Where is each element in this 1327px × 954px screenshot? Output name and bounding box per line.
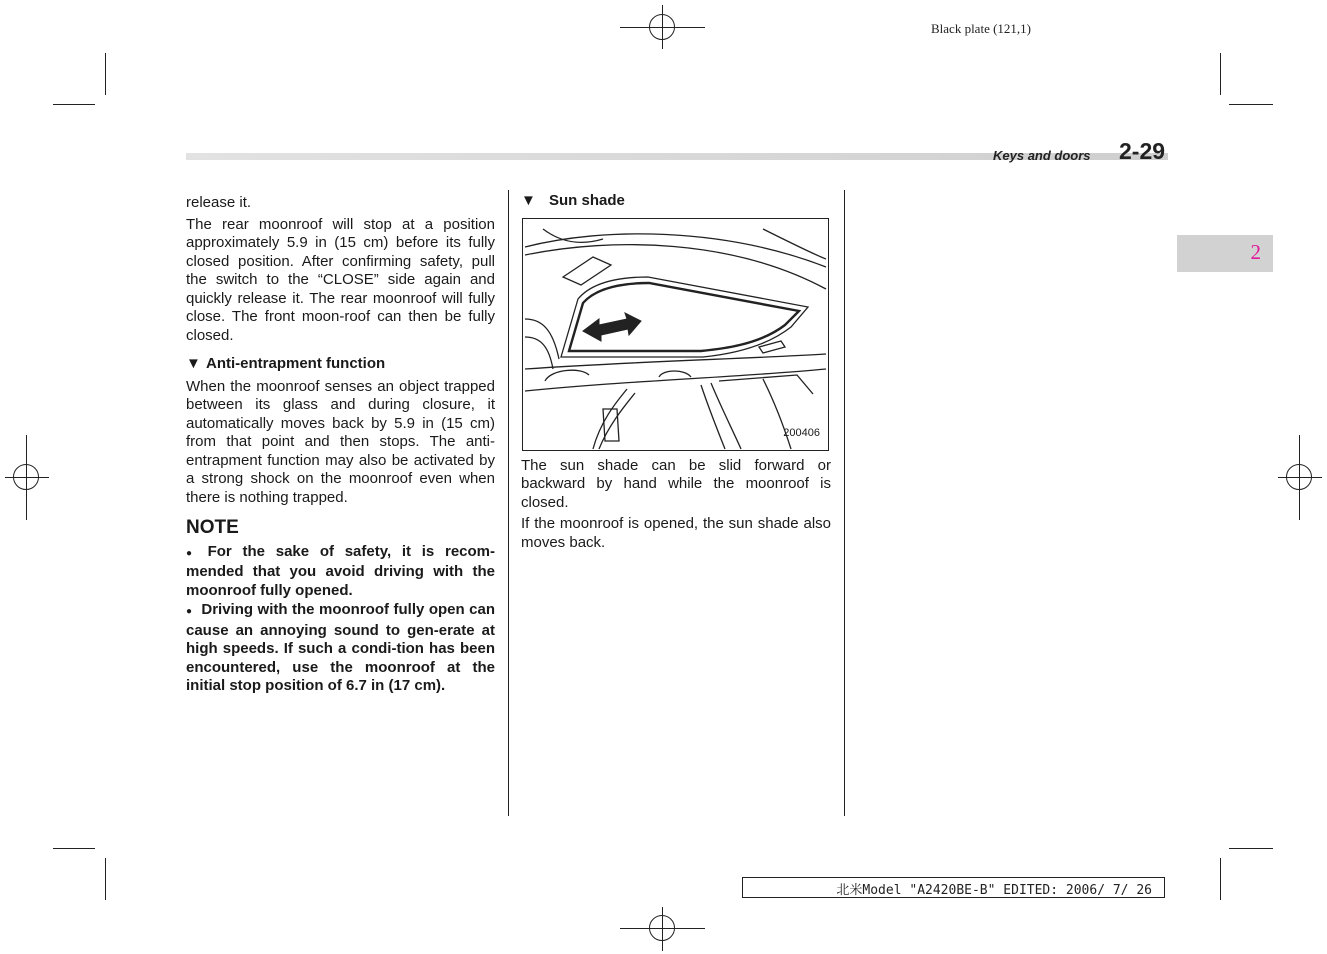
crop-mark — [1220, 53, 1221, 95]
body-paragraph: The rear moonroof will stop at a position approximately 5.9 in (15 cm) before its fully closed position. After confirming safety, pull the switch to the “CLOSE” side again and quickly release it. The rear moonroof will fully close. The front moon-roof can then be fully closed. — [186, 215, 495, 344]
moonroof-drawing — [523, 219, 828, 450]
section-title: Keys and doors — [993, 148, 1091, 163]
crop-mark — [1229, 848, 1273, 849]
body-paragraph: The sun shade can be slid forward or backward by hand while the moonroof is closed. — [521, 456, 831, 511]
triangle-marker-icon: ▼ — [521, 192, 536, 209]
note-item: ● Driving with the moonroof fully open can cause an annoying sound to gen-erate at high speeds. If such a condi-tion has been encountered, use the moonroof at the initial stop position of 6.7 in (17 cm). — [186, 601, 495, 694]
crop-mark — [53, 104, 95, 105]
sun-shade-illustration — [522, 218, 829, 451]
crop-mark — [1220, 858, 1221, 900]
section-heading-sun-shade — [521, 192, 831, 211]
body-paragraph: When the moonroof senses an object trapped between its glass and during closure, it automatically moves back by 5.9 in (15 cm) from that point and then stops. The anti-entrapment function may also be activated by a strong shock on the moonroof even when there is nothing trapped. — [186, 377, 495, 506]
heading-text: Sun shade — [549, 192, 625, 209]
column-divider — [508, 190, 509, 816]
page-number: 2-29 — [1119, 138, 1166, 164]
edit-stamp: 北米Model "A2420BE-B" EDITED: 2006/ 7/ 26 — [836, 883, 1152, 898]
triangle-marker-icon: ▼ — [186, 355, 201, 372]
crop-mark — [1229, 104, 1273, 105]
body-paragraph: If the moonroof is opened, the sun shade also moves back. — [521, 515, 831, 551]
body-paragraph: release it. — [186, 194, 252, 211]
right-column — [521, 192, 831, 555]
crop-mark — [105, 858, 106, 900]
footer-edit-box — [742, 877, 1165, 898]
crop-mark — [53, 848, 95, 849]
bullet-icon: ● — [186, 547, 199, 559]
left-column — [186, 194, 495, 697]
column-divider — [844, 190, 845, 816]
chapter-tab-number: 2 — [1250, 240, 1261, 264]
figure-code: 200406 — [783, 427, 820, 439]
section-heading-anti-entrapment — [186, 355, 495, 374]
crop-mark — [105, 53, 106, 95]
bullet-icon: ● — [186, 606, 193, 617]
chapter-tab — [1177, 235, 1273, 272]
note-title: NOTE — [186, 517, 239, 538]
heading-text: Anti-entrapment function — [206, 355, 386, 372]
plate-label: Black plate (121,1) — [931, 21, 1031, 36]
note-item: ● For the sake of safety, it is recom-mended that you avoid driving with the moonroof fully opened. — [186, 542, 495, 599]
note-block — [186, 543, 495, 696]
